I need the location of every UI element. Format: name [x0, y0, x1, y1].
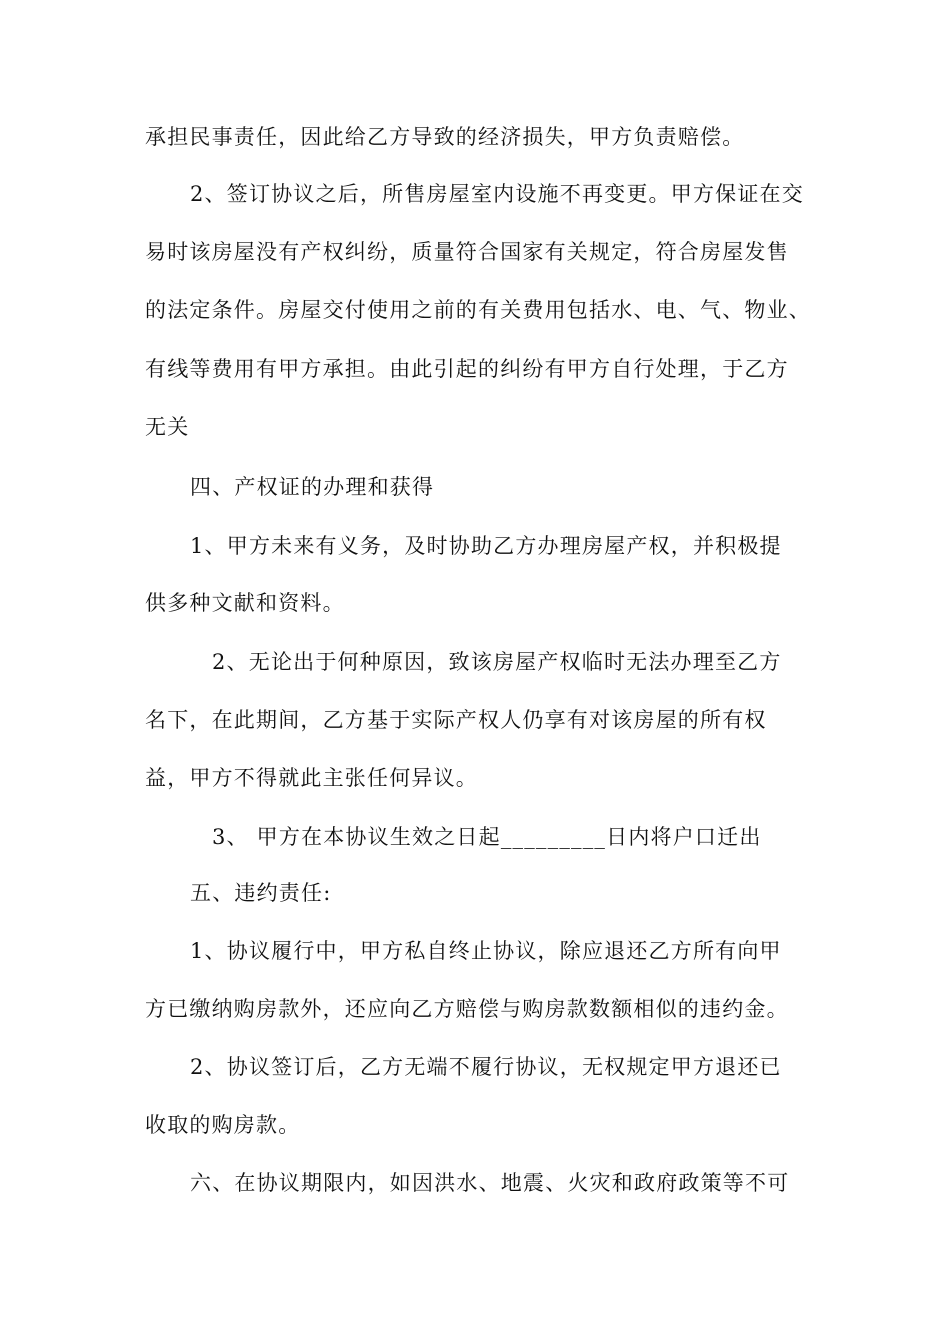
text-line: 无关 [145, 415, 190, 439]
text-line: 供多种文献和资料。 [145, 591, 345, 615]
text-line: 有线等费用有甲方承担。由此引起的纠纷有甲方自行处理，于乙方 [145, 357, 789, 381]
text-line: 2、协议签订后，乙方无端不履行协议，无权规定甲方退还已 [190, 1055, 782, 1079]
text-line: 名下，在此期间，乙方基于实际产权人仍享有对该房屋的所有权 [145, 708, 767, 732]
text-line: 3、 甲方在本协议生效之日起_________日内将户口迁出 [212, 825, 762, 849]
text-line: 益，甲方不得就此主张任何异议。 [145, 766, 478, 790]
text-line: 2、无论出于何种原因，致该房屋产权临时无法办理至乙方 [212, 650, 782, 674]
section-heading: 五、违约责任: [190, 881, 332, 905]
text-line: 2、签订协议之后，所售房屋室内设施不再变更。甲方保证在交 [190, 182, 804, 206]
text-line: 1、甲方未来有义务，及时协助乙方办理房屋产权，并积极提 [190, 534, 782, 558]
text-line: 承担民事责任，因此给乙方导致的经济损失，甲方负责赔偿。 [145, 125, 745, 149]
section-heading: 四、产权证的办理和获得 [190, 475, 435, 499]
section-heading: 六、在协议期限内，如因洪水、地震、火灾和政府政策等不可 [190, 1171, 790, 1195]
text-line: 的法定条件。房屋交付使用之前的有关费用包括水、电、气、物业、 [145, 298, 811, 322]
text-line: 收取的购房款。 [145, 1113, 301, 1137]
text-line: 方已缴纳购房款外，还应向乙方赔偿与购房款数额相似的违约金。 [145, 997, 789, 1021]
text-line: 1、协议履行中，甲方私自终止协议，除应退还乙方所有向甲 [190, 939, 782, 963]
text-line: 易时该房屋没有产权纠纷，质量符合国家有关规定，符合房屋发售 [145, 240, 789, 264]
